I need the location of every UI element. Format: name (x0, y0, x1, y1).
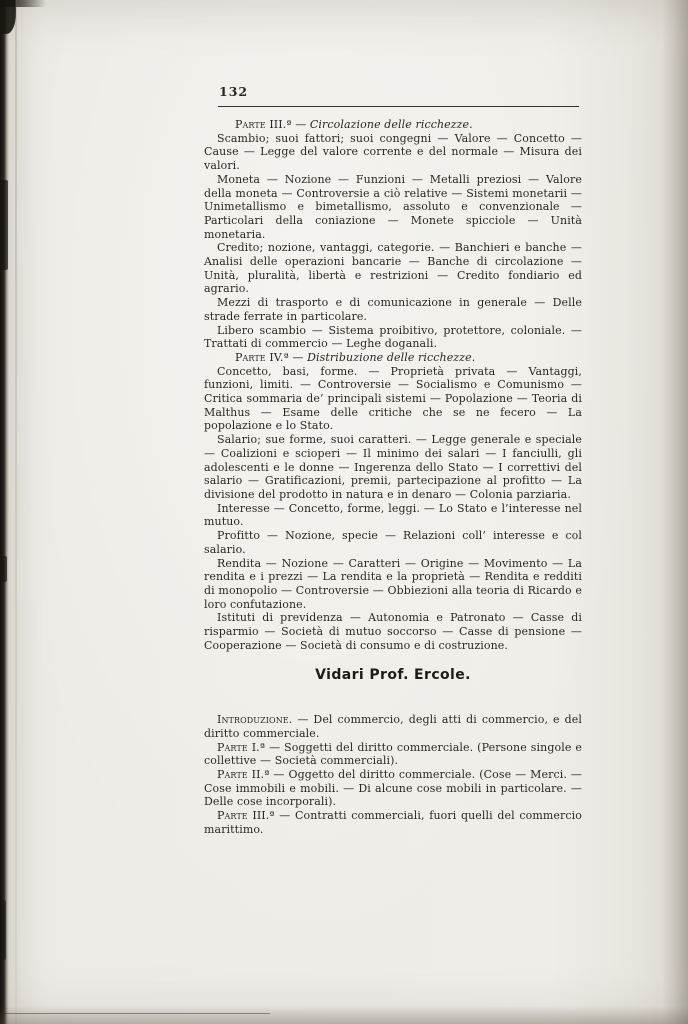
text-run: — Soggetti del diritto commerciale. (Persone singole e collettive — Società commerciali). (204, 740, 583, 768)
paragraph (204, 132, 582, 173)
scan-smudge (0, 556, 7, 582)
text-run: Interesse — Concetto, forme, leggi. — Lo Stato e l’interesse nel mutuo. (204, 501, 582, 529)
scan-smudge (0, 900, 6, 960)
text-run: Credito; nozione, vantaggi, categorie. — Banchieri e banche — Analisi delle operazioni bancarie — Banche di circolazione — Unità, pluralità, libertà e restrizioni — Credito fondiario ed agrario. (204, 241, 582, 296)
text-run: Salario; sue forme, suoi caratteri. — Legge generale e speciale — Coalizioni e scioperi — Il minimo dei salari — I fanciulli, gli adolescenti e le donne — Ingerenza dello Stato — I correttivi del salario — Gratificazioni, premii, partecipazione al profitto — La divisione del prodotto in natura e in denaro — Colonia parziaria. (204, 433, 582, 501)
paragraph (204, 809, 582, 836)
scan-smudge (0, 180, 8, 270)
paragraph (204, 351, 582, 365)
toc-vidari-list (204, 713, 582, 836)
scan-edge-bottom (0, 1006, 688, 1024)
italic-title: Circolazione delle ricchezze. (309, 118, 473, 131)
page-text (204, 118, 582, 836)
italic-title: Distribuzione delle ricchezze. (307, 350, 476, 364)
paragraph (204, 118, 582, 132)
paragraph (204, 713, 582, 740)
smallcaps-label: Parte III.ª (235, 118, 292, 131)
text-run: Istituti di previdenza — Autonomia e Patronato — Casse di risparmio — Società di mutuo soccorso — Casse di pensione — Cooperazione — Società di consumo e di costruzione. (204, 611, 582, 652)
paragraph (204, 296, 582, 323)
paragraph (204, 324, 582, 351)
smallcaps-label: Parte I.ª (217, 740, 266, 754)
text-run: — Oggetto del diritto commerciale. (Cose — Merci. — Cose immobili e mobili. — Di alcune cose mobili in particolare. — Delle cose incorporali). (204, 767, 582, 809)
paragraph (204, 241, 582, 296)
paragraph (204, 529, 582, 556)
page-fold-line (15, 0, 17, 1024)
header-rule (218, 106, 579, 107)
paragraph (204, 173, 582, 242)
text-run: — Del commercio, degli atti di commercio, e del diritto commerciale. (204, 713, 582, 740)
paragraph (204, 557, 582, 612)
scan-bottom-crease (0, 1013, 270, 1014)
smallcaps-label: Parte II.ª (217, 767, 270, 781)
text-run: — (291, 118, 310, 131)
paragraph (204, 611, 582, 652)
paragraph (204, 502, 582, 529)
smallcaps-label: Parte III.ª (217, 809, 275, 823)
text-run: Libero scambio — Sistema proibitivo, protettore, coloniale. — Trattati di commercio — Leghe doganali. (204, 323, 582, 351)
paragraph (204, 768, 582, 809)
toc-front-list (204, 118, 582, 652)
smallcaps-label: Parte IV.ª (235, 350, 289, 364)
text-run: Mezzi di trasporto e di comunicazione in generale — Delle strade ferrate in particolare. (204, 296, 582, 323)
text-run: — Contratti commerciali, fuori quelli del commercio marittimo. (204, 809, 583, 836)
page-number: 132 (219, 84, 249, 99)
text-run: Rendita — Nozione — Caratteri — Origine — Movimento — La rendita e i prezzi — La rendita e la proprietà — Rendita e redditi di monopolio — Controversie — Obbiezioni alla teoria di Ricardo e loro confutazione. (204, 556, 582, 611)
paragraph (204, 365, 582, 434)
text-run: Profitto — Nozione, specie — Relazioni coll’ interesse e col salario. (204, 529, 582, 556)
text-run: Scambio; suoi fattori; suoi congegni — Valore — Concetto — Cause — Legge del valore corrente e del normale — Misura dei valori. (204, 131, 582, 173)
course-heading: Vidari Prof. Ercole. (315, 667, 471, 684)
paragraph (204, 433, 582, 502)
paragraph (204, 741, 582, 768)
smallcaps-label: Introduzione. (217, 713, 293, 727)
text-run: Moneta — Nozione — Funzioni — Metalli preziosi — Valore della moneta — Controversie a ciò relative — Sistemi monetarii — Unimetallismo e bimetallismo, assoluto e convenzionale — Particolari della coniazione — Monete spicciole — Unità monetaria. (204, 172, 582, 241)
text-run: Concetto, basi, forme. — Proprietà privata — Vantaggi, funzioni, limiti. — Controversie — Socialismo e Comunismo — Critica sommaria de’ principali sistemi — Popolazione — Teoria di Malthus — Esame delle critiche che se ne fecero — La popolazione e lo Stato. (204, 364, 582, 433)
scan-edge-right (662, 0, 688, 1024)
scan-corner-mark (0, 0, 46, 7)
text-run: — (288, 350, 308, 364)
scan-edge-left (0, 0, 9, 1024)
